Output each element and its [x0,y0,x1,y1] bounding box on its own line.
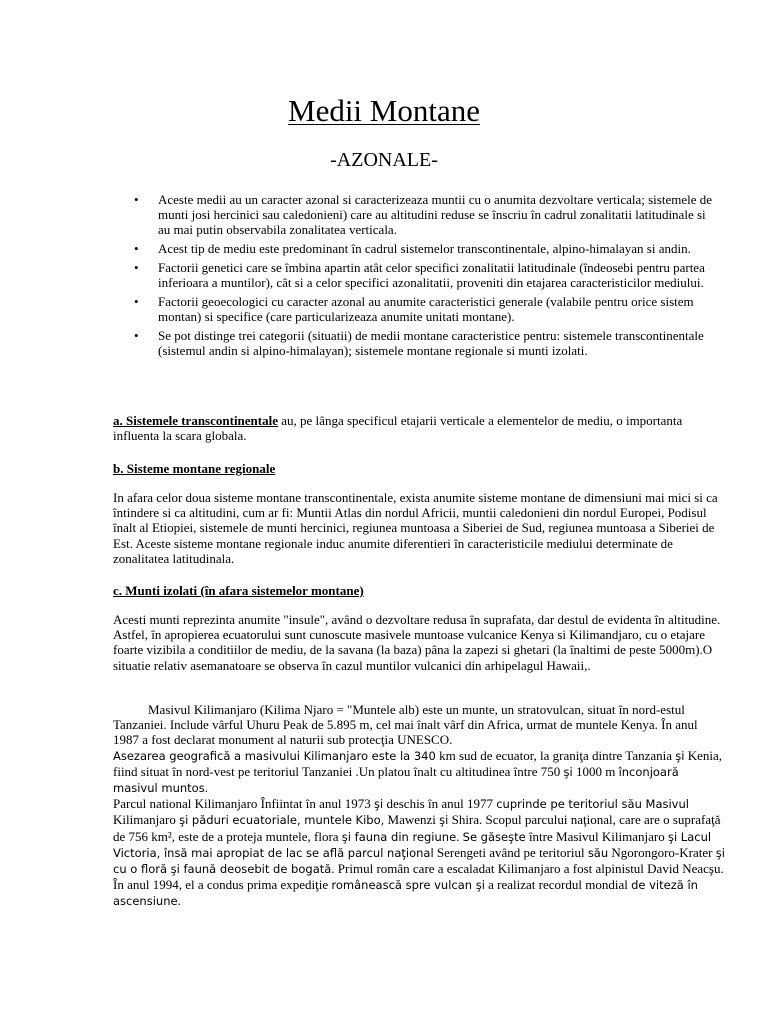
kilimanjaro-section [113,702,725,910]
section-a-text: au, pe lânga specificul etajarii verticale a elementelor de mediu, o importanta influenta la scara globala. [113,413,683,444]
section-a-paragraph [113,413,725,443]
kili-paragraph-1: Masivul Kilimanjaro (Kilima Njaro = "Muntele alb) este un munte, un stratovulcan, situat în nord-estul Tanzaniei. Include vârful Uhuru Peak de 5.895 m, cel mai înalt vârf din Africa, urmat de muntele Kenya. În anul 1987 a fost declarat monument al naturii sub protecţia UNESCO. [113,702,698,748]
section-b-heading: b. Sisteme montane regionale [113,461,276,476]
list-item: • Acest tip de mediu este predominant în cadrul sistemelor transcontinentale, alpino-himalayan si andin. [158,241,714,256]
kili-paragraph-3: Parcul national Kilimanjaro Înfiintat în anul 1973 şi deschis în anul 1977 cuprinde pe teritoriul său Masivul Kilimanjaro şi păduri ecuatoriale, muntele Kibo, Mawenzi şi Shira. Scopul parcului naţional, care are o suprafaţă de 756 km², este de a proteja muntele, flora şi fauna din regiune. Se găseşte între Masivul Kilimanjaro şi Lacul Victoria, însă mai apropiat de lac se află parcul naţional Serengeti având pe teritoriul său Ngorongoro-Krater şi cu o floră şi faună deosebit de bogată. Primul român care a escaladat Kilimanjaro a fost alpinistul David Neacşu. În anul 1994, el a condus prima expediţie românească spre vulcan şi a realizat recordul mondial de viteză în ascensiune. [113,796,725,909]
section-c-text: Acesti munti reprezinta anumite "insule", având o dezvoltare redusa în suprafata, dar destul de evidenta în altitudine. Astfel, în apropierea ecuatorului sunt cunoscute masivele muntoase vulcanice Kenya si Kilimandjaro, cu o etajare foarte vizibila a conditiilor de mediu, de la savana (la baza) pâna la zapezi si ghetari (la înaltimi de peste 5000m).O situatie relativ asemanatoare se observa în cazul muntilor vulcanici din arhipelagul Hawaii,. [113,612,721,673]
page-title: Medii Montane [288,93,480,128]
bullet-list [158,192,714,362]
section-a [113,413,725,443]
page-subtitle: -AZONALE- [330,149,438,171]
list-item: • Se pot distinge trei categorii (situatii) de medii montane caracteristice pentru: sistemele transcontinentale (sistemul andin si alpino-himalayan); sistemele montane regionale si munti izolati. [158,328,714,358]
section-b-text: In afara celor doua sisteme montane transcontinentale, exista anumite sisteme montane de dimensiuni mai mici si ca întindere si ca altitudini, cum ar fi: Muntii Atlas din nordul Africii, muntii caledonieni din nordul Europei, Podisul înalt al Etiopiei, sistemele de munti hercinici, regiunea muntoasa a Siberiei de Sud, regiunea muntoasa a Siberiei de Est. Aceste sisteme montane regionale induc anumite diferentieri în caracteristicile mediului determinate de zonalitatea latitudinala. [113,490,718,566]
list-item: • Factorii genetici care se îmbina apartin atât celor specifici zonalitatii latitudinale (îndeosebi pentru partea inferioara a muntilor), cât si a celor specifici azonalitatii, proveniti din etajarea caracteristicilor mediului. [158,260,714,290]
list-item: • Aceste medii au un caracter azonal si caracterizeaza muntii cu o anumita dezvoltare verticala; sistemele de munti josi hercinici sau caledonieni) care au altitudini reduse se înscriu în cadrul zonalitatii latitudinale si au mai putin observabila zonalitatea verticala. [158,192,714,238]
list-item: • Factorii geoecologici cu caracter azonal au anumite caracteristici generale (valabile pentru orice sistem montan) si specifice (care particularizeaza anumite unitati montane). [158,294,714,324]
section-a-heading: a. Sistemele transcontinentale [113,413,279,428]
section-c-heading: c. Munti izolati (în afara sistemelor montane) [113,583,364,598]
kili-paragraph-2: Asezarea geografică a masivului Kilimanjaro este la 340 km sud de ecuator, la graniţa dintre Tanzania şi Kenia, fiind situat în nord-vest pe teritoriul Tanzaniei .Un platou înalt cu altitudinea între 750 şi 1000 m înconjoară masivul muntos. [113,747,723,796]
